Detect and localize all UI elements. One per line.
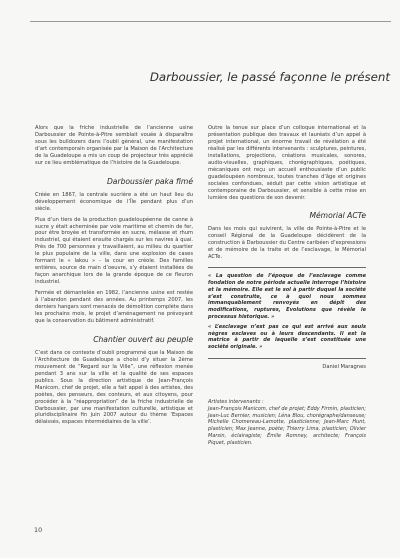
top-rule (30, 21, 391, 22)
section-heading-chantier-ouvert: Chantier ouvert au peuple (93, 334, 193, 344)
article-title: Darboussier, le passé façonne le présent (149, 70, 390, 84)
credits-title: Artistes intervenants : (208, 398, 264, 405)
section-heading-darboussier-paka-fime: Darboussier paka fimé (106, 176, 193, 186)
artist-credits (208, 399, 366, 447)
paragraph: Plus d’un tiers de la production guadeloupéenne de canne à sucre y était acheminée par voie maritime et chemin de fer, pour être broyée et transformée en sucre, mélasse et rhum industriel, qui étaient ensuite chargés sur les navires à quai. Près de 700 personnes y travaillaient, au milieu du quartier le plus populaire de la ville, dans une explosion de cases formant le « lakou » - la cour en créole. Des familles entières, source de main d’oeuvre, s’y étaient installées de façon anarchique lors de la grande époque de ce fleuron industriel. (35, 216, 193, 286)
right-column (208, 125, 366, 447)
paragraph: Outre la tenue sur place d’un colloque international et la présentation publique des travaux et lauréats d’un appel à projet international, un énorme travail de révélation a été réalisé par les différents intervenants : sculptures, peintures, installations, projections, créations musicales, sonores, audio-visuelles, graphiques, chorégraphiques, poétiques, mécaniques ont reçu un accueil enthousiaste d’un public guadeloupéen nombreux, toutes tranches d’âge et origines sociales confondues, séduit par cette vision artistique et contemporaine de Darboussier, et sensible à cette mise en lumière des questions de son devenir. (208, 125, 366, 201)
quote-text: « L’esclavage n’est pas ce qui est arrivé aux seuls nègres esclaves ou à leurs descendants. Il est la matrice à partir de laquelle s’est constituée une société originale. » (208, 323, 366, 351)
paragraph: C’est dans ce contexte d’oubli programmé que la Maison de l’Architecture de Guadeloupe a choisi d’y situer la 2ème mouvement de “Regard sur la Ville”, une réflexion menée pendant 3 ans sur la ville et la qualité de ses espaces publics. Sous la direction artistique de Jean-François Manicom, chef de projet, elle a fait appel à des artistes, des poètes, des penseurs, des conteurs, et aux citoyens, pour procéder à la “réappropriation” de la friche industrielle de Darboussier, par une manifestation culturelle, artistique et pluridisciplinaire fin juin 2007 autour du thème ‘Espaces délaissés, espaces intermédiaires de la ville’. (35, 349, 193, 426)
intro-paragraph: Alors que la friche industrielle de l’ancienne usine Darboussier de Pointe-à-Pitre semblait vouée à disparaître sous les bulldozers dans l’oubli général, une manifestation d’art contemporain organisée par la Maison de l’Architecture de la Guadeloupe a mis un coup de projecteur très apprécié sur ce lieu emblématique de l’histoire de la Guadeloupe. (35, 125, 193, 166)
quote-author: Daniel Maragnes (322, 364, 366, 371)
pull-quote (208, 267, 366, 359)
quote-text: « La question de l’époque de l’esclavage comme fondation de notre période actuelle interroge l’histoire et la mémoire. Elle est le sol à partir duquel la société s’est construite, ce à quoi nous sommes immanquablement renvoyés en dépit des modifications, ruptures, Evolutions que révèle le processus historique. » (208, 273, 366, 321)
left-column (35, 125, 193, 430)
paragraph: Créée en 1867, la centrale sucrière a été un haut lieu du développement économique de l’Île pendant plus d’un siècle. (35, 191, 193, 212)
paragraph: Dans les mois qui suivirent, la ville de Pointe-à-Pitre et le conseil Régional de la Guadeloupe décidèrent de la construction à Darboussier du Centre caribéen d’expressions et de mémoire de la traite et de l’esclavage, le Mémorial ACTe. (208, 226, 366, 261)
section-heading-memorial-acte: Mémorial ACTe (309, 211, 366, 221)
page-number: 10 (34, 526, 43, 534)
paragraph: Fermée et démantelée en 1982, l’ancienne usine est restée à l’abandon pendant des années. Au printemps 2007, les derniers hangars sont menacés de démolition complète dans les prochains mois, le projet d’aménagement ne prévoyant que la conservation du bâtiment administratif. (35, 290, 193, 324)
credits-list: Jean-François Manicom, chef de projet; Eddy Firmin, plasticien; Jean-Luc Bernier, musicien; Léna Blou, chorégraphe/danseuse; Michelle Chomereau-Lamotte, plasticienne; Jean-Marc Hunt, plasticien; Max Jeanne, poète; Thierry Lima, plasticien; Olivier Marsin, éclairagiste; Émile Romney, architecte; François Piquet, plasticien. (208, 405, 366, 446)
